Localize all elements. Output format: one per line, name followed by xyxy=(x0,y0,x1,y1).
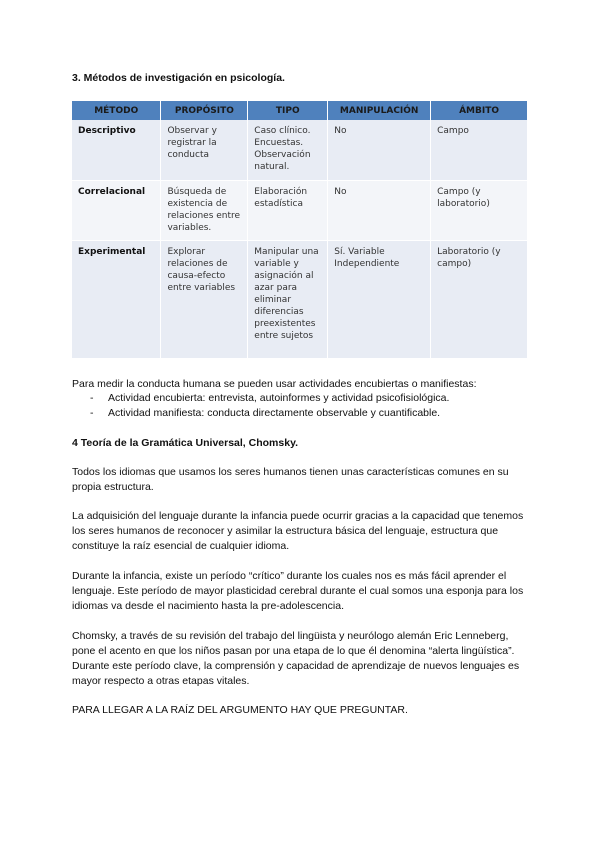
table-header-row xyxy=(72,101,528,120)
paragraph-2: La adquisición del lenguaje durante la infancia puede ocurrir gracias a la capacidad que tenemos los seres humanos de reconocer y asimilar la estructura básica del lenguaje, estructura que constituye la raíz esencial de cualquier idioma. xyxy=(72,510,524,552)
methods-table xyxy=(72,101,528,359)
table-cell: Campo (y laboratorio) xyxy=(431,180,528,240)
table-cell: Campo xyxy=(431,120,528,180)
header-metodo: MÉTODO xyxy=(72,101,161,120)
table-row xyxy=(72,180,528,240)
section-3-heading: 3. Métodos de investigación en psicología. xyxy=(72,72,285,84)
activity-list xyxy=(90,391,449,421)
list-item: - Actividad encubierta: entrevista, autoinformes y actividad psicofisiológica. xyxy=(90,391,449,406)
paragraph-5: PARA LLEGAR A LA RAÍZ DEL ARGUMENTO HAY QUE PREGUNTAR. xyxy=(72,704,408,716)
paragraph-3: Durante la infancia, existe un período “crítico” durante los cuales nos es más fácil aprender el lenguaje. Este período de mayor plasticidad cerebral durante el cual somos una esponja para los idiomas va desde el nacimiento hasta la pre-adolescencia. xyxy=(72,570,524,612)
paragraph-1: Todos los idiomas que usamos los seres humanos tienen unas características comunes en su propia estructura. xyxy=(72,466,509,493)
header-manipulacion: MANIPULACIÓN xyxy=(328,101,431,120)
table-cell: Descriptivo xyxy=(72,120,161,180)
table-cell: Sí. Variable Independiente xyxy=(328,240,431,358)
header-proposito: PROPÓSITO xyxy=(161,101,248,120)
table-cell: No xyxy=(328,120,431,180)
section-4-heading: 4 Teoría de la Gramática Universal, Chomsky. xyxy=(72,437,299,449)
table-cell: Elaboración estadística xyxy=(248,180,328,240)
table-cell: Observar y registrar la conducta xyxy=(161,120,248,180)
intro-paragraph: Para medir la conducta humana se pueden usar actividades encubiertas o manifiestas: xyxy=(72,378,477,390)
header-ambito: ÁMBITO xyxy=(431,101,528,120)
table-cell: Explorar relaciones de causa-efecto entre variables xyxy=(161,240,248,358)
table-row xyxy=(72,120,528,180)
table-cell: Caso clínico. Encuestas. Observación natural. xyxy=(248,120,328,180)
paragraph-4: Chomsky, a través de su revisión del trabajo del lingüista y neurólogo alemán Eric Lenneberg, pone el acento en que los niños pasan por una etapa de lo que él denomina “alerta lingüística”. Durante este período clave, la comprensión y capacidad de aprendizaje de nuevos lenguajes es mayor respecto a otras etapas vitales. xyxy=(72,630,520,687)
table-cell: Búsqueda de existencia de relaciones entre variables. xyxy=(161,180,248,240)
table-cell: Laboratorio (y campo) xyxy=(431,240,528,358)
header-tipo: TIPO xyxy=(248,101,328,120)
table-cell: Manipular una variable y asignación al azar para eliminar diferencias preexistentes entre sujetos xyxy=(248,240,328,358)
list-item: - Actividad manifiesta: conducta directamente observable y cuantificable. xyxy=(90,406,449,421)
table-cell: Correlacional xyxy=(72,180,161,240)
table-cell: No xyxy=(328,180,431,240)
table-row xyxy=(72,240,528,358)
table-cell: Experimental xyxy=(72,240,161,358)
